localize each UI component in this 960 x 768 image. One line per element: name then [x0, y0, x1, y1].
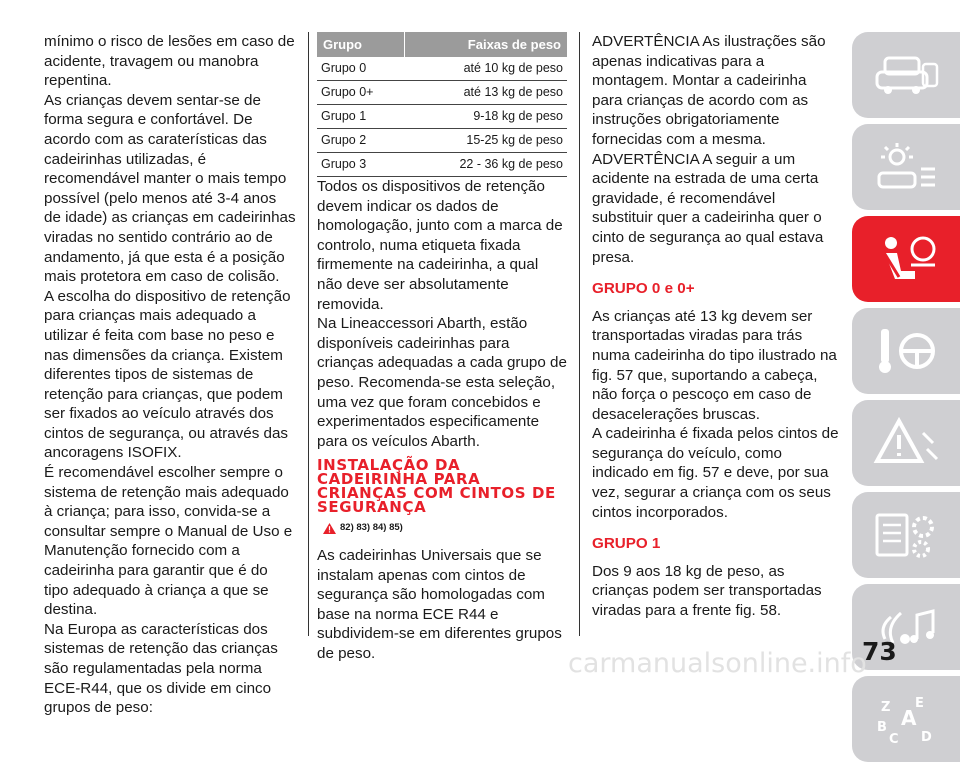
car-icon	[871, 50, 941, 100]
cell-weight: 22 - 36 kg de peso	[405, 153, 567, 177]
weight-groups-table	[317, 32, 567, 177]
watermark: carmanualsonline.info	[568, 648, 867, 679]
maintenance-gears-icon	[871, 507, 941, 563]
paragraph: É recomendável escolher sempre o sistema de retenção mais adequado à criança; para isso, convida-se a consultar sempre o Manual de Uso e Manutenção fornecido com a cadeirinha para garantir que é do tipo adequado à criança a que se destina.	[44, 464, 293, 619]
cell-group: Grupo 3	[317, 153, 405, 177]
warning-triangle-icon	[323, 523, 336, 534]
section-heading: INSTALAÇÃO DA CADEIRINHA PARA CRIANÇAS COM CINTOS DE SEGURANÇA	[317, 456, 556, 517]
warning-paragraph: ADVERTÊNCIA A seguir a um acidente na estrada de uma certa gravidade, é recomendável substituir quer a cadeirinha quer o cinto de segurança ao qual estava presa.	[592, 150, 824, 266]
svg-text:B: B	[877, 720, 887, 735]
tab-starting-driving[interactable]	[852, 308, 960, 394]
paragraph: Na Europa as características dos sistemas de retenção das crianças são regulamentadas pela norma ECE-R44, que os divide em cinco grupos de peso:	[44, 620, 278, 717]
page-number: 73	[862, 637, 897, 666]
tab-maintenance[interactable]	[852, 492, 960, 578]
tab-instruments[interactable]	[852, 124, 960, 210]
warning-references	[323, 518, 567, 538]
tab-index[interactable]	[852, 676, 960, 762]
cell-group: Grupo 2	[317, 129, 405, 153]
paragraph: Todos os dispositivos de retenção devem indicar os dados de homologação, junto com a marca de controlo, numa etiqueta fixada firmemente na cadeirinha, a qual não deve ser absolutamente removida.	[317, 178, 563, 313]
paragraph: A cadeirinha é fixada pelos cintos de segurança do veículo, como indicado em fig. 57 e deve, por sua vez, segurar a criança com os seus cintos incorporados.	[592, 425, 839, 521]
middle-column	[317, 32, 567, 663]
group-heading: GRUPO 0 e 0+	[592, 280, 695, 298]
svg-text:E: E	[915, 696, 924, 711]
paragraph: As crianças devem sentar-se de forma segura e confortável. De acordo com as caraterísticas das cadeirinhas utilizadas, é recomendável manter o mais tempo possível (pelo menos até 3-4 anos de idade) as crianças em cadeirinhas viradas no sentido contrário ao de andamento, já que esta é a posição mais protetora em caso de colisão.	[44, 91, 296, 286]
svg-text:Z: Z	[881, 700, 891, 715]
tab-safety[interactable]	[852, 216, 960, 302]
warning-refs-text: 82) 83) 84) 85)	[340, 522, 403, 534]
paragraph: Dos 9 aos 18 kg de peso, as crianças podem ser transportadas viradas para a frente fig. 58.	[592, 562, 822, 620]
table-row	[317, 129, 567, 153]
header-weight: Faixas de peso	[405, 32, 567, 57]
table-row	[317, 81, 567, 105]
dashboard-lights-icon	[871, 139, 941, 195]
cell-group: Grupo 0	[317, 57, 405, 81]
cell-group: Grupo 1	[317, 105, 405, 129]
table-header-row	[317, 32, 567, 57]
header-group: Grupo	[317, 32, 405, 57]
warning-paragraph: ADVERTÊNCIA As ilustrações são apenas indicativas para a montagem. Montar a cadeirinha para crianças de acordo com as instruções obrigatoriamente fornecidas com a mesma.	[592, 33, 826, 148]
left-column	[44, 32, 296, 718]
key-steering-icon	[871, 323, 941, 379]
cell-weight: 9-18 kg de peso	[405, 105, 567, 129]
right-column	[592, 32, 840, 621]
table-row	[317, 105, 567, 129]
tab-emergency[interactable]	[852, 400, 960, 486]
cell-weight: até 13 kg de peso	[405, 81, 567, 105]
warning-breakdown-icon	[871, 415, 941, 471]
svg-text:D: D	[921, 730, 932, 745]
paragraph: As crianças até 13 kg devem ser transportadas viradas para trás numa cadeirinha do tipo ilustrado na fig. 57 que, suportando a cabeça, não força o pescoço em caso de desacelerações bruscas.	[592, 307, 837, 423]
column-divider	[308, 32, 309, 636]
paragraph: Na Lineaccessori Abarth, estão disponíveis cadeirinhas para crianças adequadas a cada grupo de peso. Recomenda-se esta seleção, uma vez que foram concebidos e experimentados especificamente para os veículos Abarth.	[317, 315, 567, 450]
cell-group: Grupo 0+	[317, 81, 405, 105]
paragraph: A escolha do dispositivo de retenção para crianças mais adequado a utilizar é feita com base no peso e nas dimensões da criança. Existem diferentes tipos de sistemas de retenção para crianças, que podem ser fixados ao veículo através dos cintos de segurança, ou através das ancoragens ISOFIX.	[44, 287, 291, 462]
paragraph: As cadeirinhas Universais que se instalam apenas com cintos de segurança são homologadas com base na norma ECE R44 e subdividem-se em diferentes grupos de peso.	[317, 546, 562, 662]
seat-safety-icon	[871, 231, 941, 287]
svg-text:A: A	[901, 706, 917, 730]
group-heading: GRUPO 1	[592, 535, 661, 553]
tab-vehicle[interactable]	[852, 32, 960, 118]
index-letters-icon	[871, 691, 941, 747]
paragraph: mínimo o risco de lesões em caso de acidente, travagem ou manobra repentina.	[44, 33, 295, 90]
svg-text:C: C	[889, 732, 899, 747]
cell-weight: 15-25 kg de peso	[405, 129, 567, 153]
table-row	[317, 57, 567, 81]
table-row	[317, 153, 567, 177]
cell-weight: até 10 kg de peso	[405, 57, 567, 81]
column-divider	[579, 32, 580, 636]
